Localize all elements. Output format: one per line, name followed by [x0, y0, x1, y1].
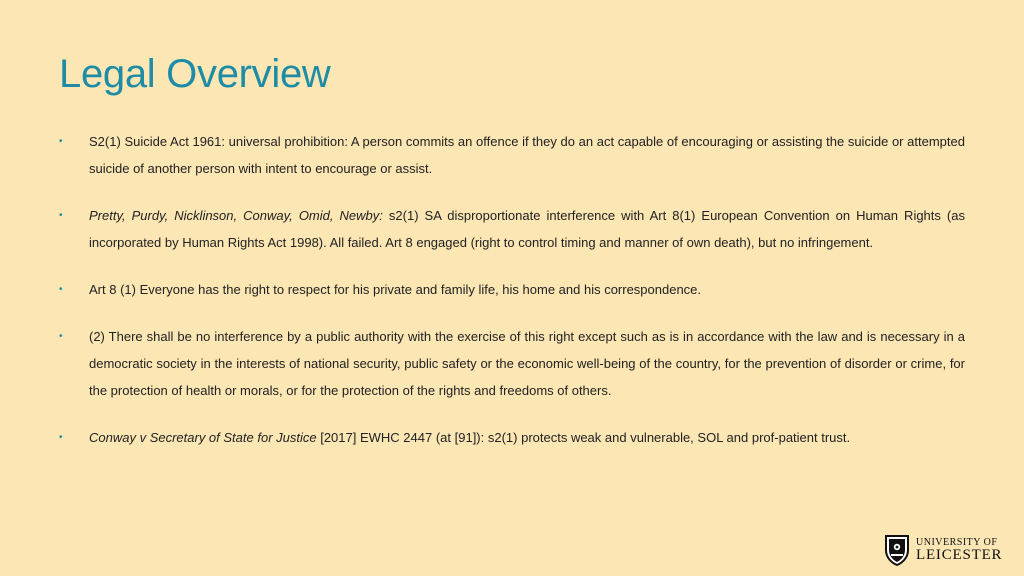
bullet-dot-icon: • [59, 284, 63, 295]
bullet-text: s2(1) SA disproportionate interference with Art 8(1) European Convention on Human Rights (as incorporated by Human Rights Act 1998). All failed. Art 8 engaged (right to control timing and manner of own death), but no infringement. [89, 208, 965, 250]
bullet-item [59, 424, 965, 451]
bullet-dot-icon: • [59, 432, 63, 443]
bullet-list [59, 128, 965, 471]
bullet-text: (2) There shall be no interference by a public authority with the exercise of this right except such as is in accordance with the law and is necessary in a democratic society in the interests of national security, public safety or the economic well-being of the country, for the prevention of disorder or crime, for the protection of health or morals, or for the protection of the rights and freedoms of others. [89, 329, 965, 398]
bullet-item [59, 128, 965, 182]
bullet-text: S2(1) Suicide Act 1961: universal prohibition: A person commits an offence if they do an act capable of encouraging or assisting the suicide or attempted suicide of another person with intent to encourage or assist. [89, 134, 965, 176]
bullet-text: [2017] EWHC 2447 (at [91]): s2(1) protects weak and vulnerable, SOL and prof-patient trust. [320, 430, 851, 445]
bullet-dot-icon: • [59, 210, 63, 221]
case-citation: Conway v Secretary of State for Justice [89, 430, 321, 445]
case-citation: Pretty, Purdy, Nicklinson, Conway, Omid, Newby: [89, 208, 389, 223]
logo-line-university: UNIVERSITY OF [916, 536, 998, 548]
bullet-text: Art 8 (1) Everyone has the right to respect for his private and family life, his home and his correspondence. [89, 282, 702, 297]
page-title: Legal Overview [59, 52, 331, 96]
logo-line-leicester: LEICESTER [916, 546, 1003, 563]
bullet-item [59, 202, 965, 256]
university-logo [884, 534, 1002, 566]
shield-crest-icon [884, 534, 910, 566]
bullet-dot-icon: • [59, 331, 63, 342]
bullet-item [59, 276, 965, 303]
bullet-dot-icon: • [59, 136, 63, 147]
bullet-item [59, 323, 965, 404]
